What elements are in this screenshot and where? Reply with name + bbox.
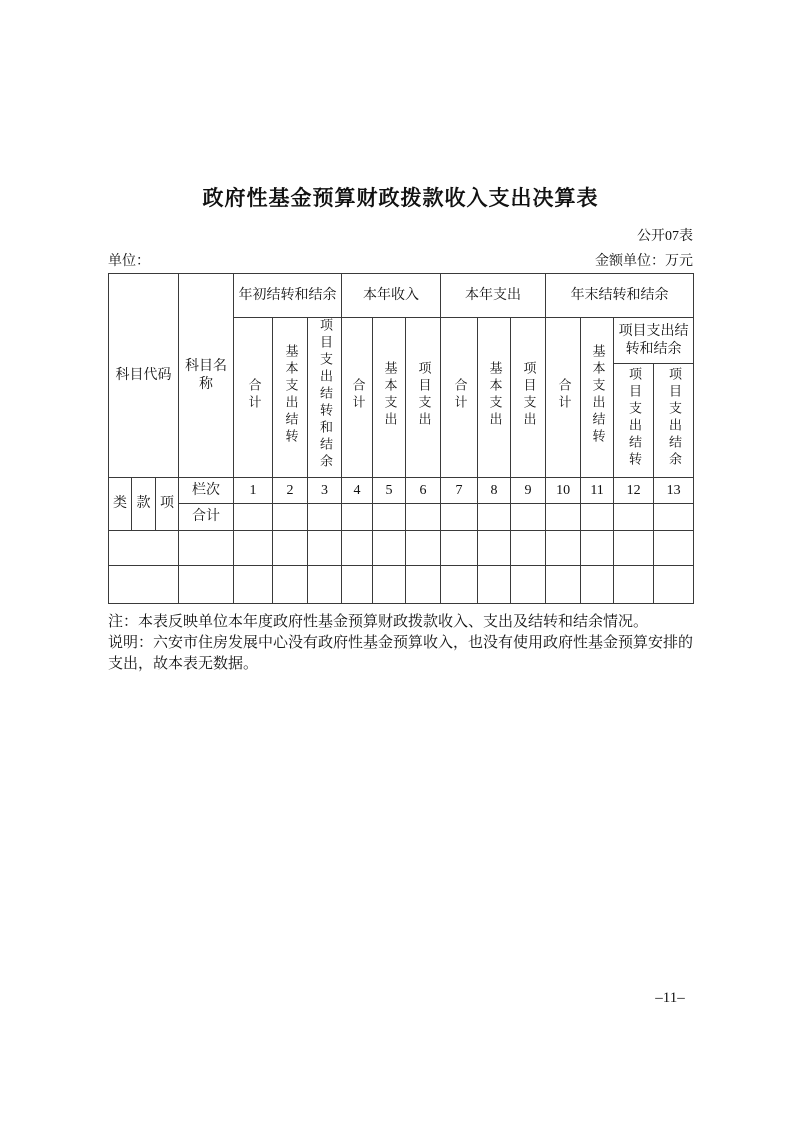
empty-data-cell xyxy=(273,531,308,566)
column-number-4: 4 xyxy=(342,478,373,504)
subheader-income-total-label: 合计 xyxy=(350,377,366,412)
empty-data-cell xyxy=(478,531,511,566)
notes-block xyxy=(108,612,693,675)
subheader-end-project-carryforward-label: 项目支出结转 xyxy=(627,366,643,469)
total-cell-12 xyxy=(614,504,654,531)
header-row-groups xyxy=(109,274,694,318)
column-number-5: 5 xyxy=(373,478,406,504)
total-cell-6 xyxy=(406,504,441,531)
total-cell-2 xyxy=(273,504,308,531)
group-header-current-year-income: 本年收入 xyxy=(342,274,441,318)
empty-data-cell xyxy=(234,566,273,604)
subheader-expense-total xyxy=(441,318,478,478)
total-row-label: 合计 xyxy=(179,504,234,531)
subheader-begin-basic-carryover-label: 基本支出结转 xyxy=(283,343,299,446)
unit-label: 单位： xyxy=(108,254,150,269)
subgroup-header-end-project-carryover: 项目支出结转和结余 xyxy=(614,318,694,364)
group-header-year-begin-carryover: 年初结转和结余 xyxy=(234,274,342,318)
empty-data-cell xyxy=(581,531,614,566)
total-cell-4 xyxy=(342,504,373,531)
empty-code-cell xyxy=(109,531,179,566)
empty-data-cell xyxy=(614,566,654,604)
subheader-income-project-label: 项目支出 xyxy=(416,360,432,429)
total-cell-3 xyxy=(308,504,342,531)
form-code-label: 公开07表 xyxy=(637,229,693,244)
amount-unit-label: 金额单位：万元 xyxy=(595,254,693,269)
code-col-section: 款 xyxy=(132,478,156,531)
subheader-expense-basic-label: 基本支出 xyxy=(487,360,503,429)
subheader-begin-project-carryover xyxy=(308,318,342,478)
column-number-6: 6 xyxy=(406,478,441,504)
table-note: 注：本表反映单位本年度政府性基金预算财政拨款收入、支出及结转和结余情况。 xyxy=(108,614,649,630)
empty-data-cell xyxy=(581,566,614,604)
subheader-end-total-label: 合计 xyxy=(556,377,572,412)
empty-data-cell xyxy=(546,566,581,604)
column-number-10: 10 xyxy=(546,478,581,504)
subheader-income-project xyxy=(406,318,441,478)
budget-table xyxy=(108,273,694,604)
code-col-item: 项 xyxy=(156,478,179,531)
empty-data-cell xyxy=(614,531,654,566)
column-number-8: 8 xyxy=(478,478,511,504)
subheader-end-project-surplus xyxy=(654,364,694,478)
total-row xyxy=(109,504,694,531)
total-cell-1 xyxy=(234,504,273,531)
subheader-expense-total-label: 合计 xyxy=(452,377,468,412)
column-number-7: 7 xyxy=(441,478,478,504)
total-cell-8 xyxy=(478,504,511,531)
subheader-end-total xyxy=(546,318,581,478)
group-header-current-year-expenditure: 本年支出 xyxy=(441,274,546,318)
column-number-12: 12 xyxy=(614,478,654,504)
subject-code-header: 科目代码 xyxy=(109,274,179,478)
subheader-income-basic-label: 基本支出 xyxy=(382,360,398,429)
column-number-11: 11 xyxy=(581,478,614,504)
subheader-expense-basic xyxy=(478,318,511,478)
column-index-label: 栏次 xyxy=(179,478,234,504)
empty-data-cell xyxy=(342,531,373,566)
subheader-expense-project-label: 项目支出 xyxy=(521,360,537,429)
subheader-end-basic-carryover-label: 基本支出结转 xyxy=(590,343,606,446)
subheader-begin-project-carryover-label: 项目支出结转和结余 xyxy=(317,318,333,471)
subheader-end-project-surplus-label: 项目支出结余 xyxy=(667,366,683,469)
group-header-year-end-carryover: 年末结转和结余 xyxy=(546,274,694,318)
column-number-1: 1 xyxy=(234,478,273,504)
subheader-income-basic xyxy=(373,318,406,478)
empty-data-cell xyxy=(342,566,373,604)
column-number-13: 13 xyxy=(654,478,694,504)
page-content xyxy=(108,186,693,675)
empty-data-cell xyxy=(308,531,342,566)
column-number-2: 2 xyxy=(273,478,308,504)
empty-name-cell xyxy=(179,566,234,604)
subheader-begin-total xyxy=(234,318,273,478)
column-number-3: 3 xyxy=(308,478,342,504)
empty-data-cell xyxy=(373,531,406,566)
empty-data-cell xyxy=(546,531,581,566)
total-cell-9 xyxy=(511,504,546,531)
table-explanation: 说明：六安市住房发展中心没有政府性基金预算收入，也没有使用政府性基金预算安排的支出，故本表无数据。 xyxy=(108,635,694,672)
subheader-end-project-carryforward xyxy=(614,364,654,478)
empty-data-cell xyxy=(654,531,694,566)
empty-code-cell xyxy=(109,566,179,604)
page-title: 政府性基金预算财政拨款收入支出决算表 xyxy=(202,187,599,210)
column-number-row xyxy=(109,478,694,504)
empty-data-cell xyxy=(511,531,546,566)
empty-row-2 xyxy=(109,566,694,604)
code-col-class: 类 xyxy=(109,478,132,531)
empty-data-cell xyxy=(373,566,406,604)
total-cell-11 xyxy=(581,504,614,531)
empty-data-cell xyxy=(478,566,511,604)
total-cell-13 xyxy=(654,504,694,531)
empty-name-cell xyxy=(179,531,234,566)
empty-data-cell xyxy=(273,566,308,604)
empty-data-cell xyxy=(654,566,694,604)
empty-data-cell xyxy=(406,531,441,566)
subheader-end-basic-carryover xyxy=(581,318,614,478)
total-cell-7 xyxy=(441,504,478,531)
subheader-begin-basic-carryover xyxy=(273,318,308,478)
total-cell-5 xyxy=(373,504,406,531)
subheader-expense-project xyxy=(511,318,546,478)
empty-data-cell xyxy=(308,566,342,604)
page-number: –11– xyxy=(655,990,685,1006)
empty-data-cell xyxy=(234,531,273,566)
column-number-9: 9 xyxy=(511,478,546,504)
empty-data-cell xyxy=(441,531,478,566)
empty-data-cell xyxy=(441,566,478,604)
meta-row xyxy=(108,253,693,270)
empty-data-cell xyxy=(511,566,546,604)
subject-name-header: 科目名称 xyxy=(179,274,234,478)
total-cell-10 xyxy=(546,504,581,531)
empty-data-cell xyxy=(406,566,441,604)
empty-row-1 xyxy=(109,531,694,566)
subheader-begin-total-label: 合计 xyxy=(246,377,262,412)
subheader-income-total xyxy=(342,318,373,478)
